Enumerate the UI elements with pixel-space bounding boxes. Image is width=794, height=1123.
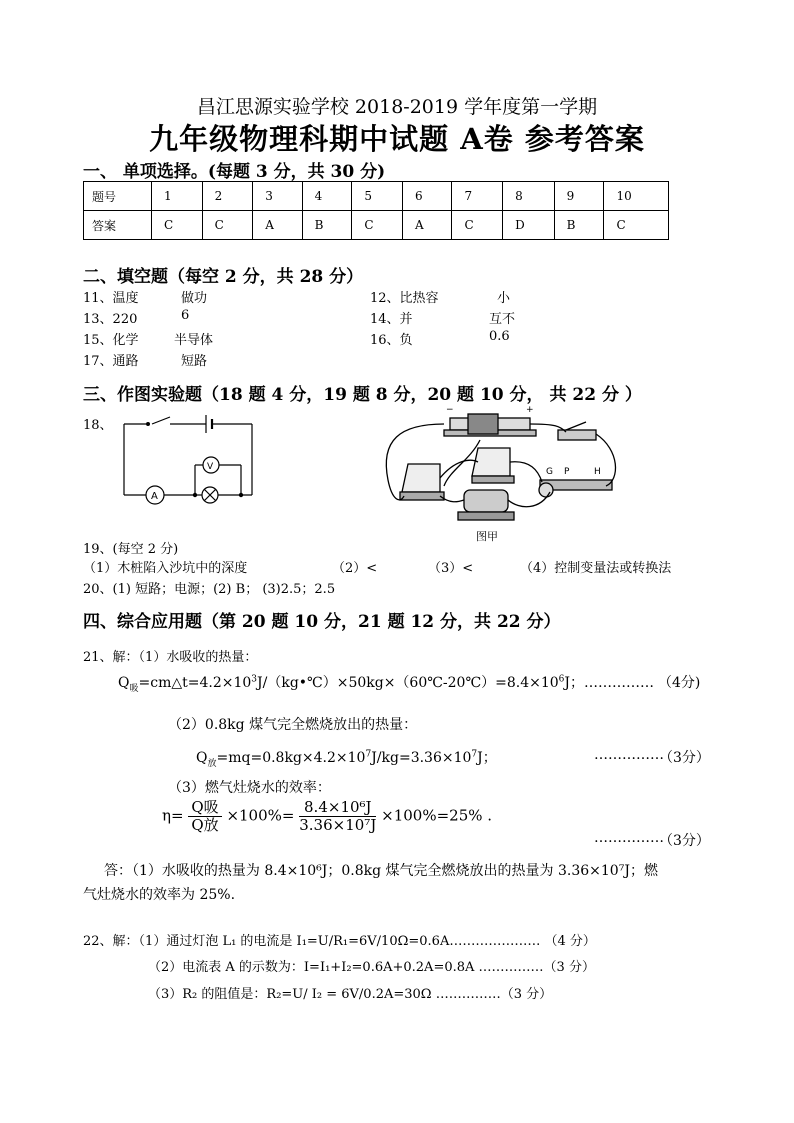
q21-step-2 xyxy=(196,747,497,769)
table-row xyxy=(84,182,669,211)
table-cell: B xyxy=(302,211,352,240)
q21-step-1 xyxy=(118,672,654,694)
q21-part-2: （2）0.8kg 煤气完全燃烧放出的热量： xyxy=(168,717,418,733)
fraction-denominator: Q放 xyxy=(191,816,219,834)
superscript: 7 xyxy=(365,749,372,760)
fill-item-answer: 小 xyxy=(497,291,511,306)
fill-item-num: 15、化学 xyxy=(83,333,139,348)
q21-dots-2: …………… xyxy=(594,747,664,763)
formula-text: J/（kg•℃）×50kg×（60℃-20℃）=8.4×10 xyxy=(257,675,559,691)
table-cell: 4 xyxy=(302,182,352,211)
apparatus-figure xyxy=(380,400,630,545)
formula-text: J/kg=3.36×10 xyxy=(371,750,472,766)
table-cell: A xyxy=(403,211,452,240)
table-cell: 1 xyxy=(152,182,203,211)
table-cell: 9 xyxy=(554,182,604,211)
question-21-head: 21、解：（1）水吸收的热量： xyxy=(83,650,258,665)
terminal-minus: − xyxy=(446,405,454,415)
rheostat-wheel xyxy=(539,483,553,497)
fill-item-num: 12、比热容 xyxy=(370,291,439,306)
fraction-numerator: Q吸 xyxy=(188,799,221,817)
fill-item-num: 16、负 xyxy=(370,333,413,348)
q19-answer-3: （3）< xyxy=(428,561,474,576)
answer-table xyxy=(83,181,669,240)
q21-dots-3: …………… xyxy=(594,830,664,846)
fill-item-num: 13、220 xyxy=(83,312,138,327)
formula-text: ×100%=25% . xyxy=(381,806,493,825)
formula-text: =cm△t=4.2×10 xyxy=(138,675,252,691)
resistor-base xyxy=(458,512,514,520)
fill-item-num: 14、并 xyxy=(370,312,413,327)
q21-answer-line-1: 答：（1）水吸收的热量为 8.4×10⁶J；0.8kg 煤气完全燃烧放出的热量为 3.36×10⁷J；燃 xyxy=(104,863,658,879)
terminal-g: G xyxy=(546,467,553,477)
subscript: 放 xyxy=(207,758,217,769)
ammeter-label: A xyxy=(151,491,158,502)
table-cell: D xyxy=(503,211,555,240)
fraction-values xyxy=(299,799,376,834)
symbol-q: Q xyxy=(118,675,130,691)
formula-text: J； xyxy=(477,750,497,766)
q22-part-3: （3）R₂ 的阻值是：R₂=U/ I₂ = 6V/0.2A=30Ω ……………（3 分） xyxy=(148,987,553,1002)
switch-lever xyxy=(566,422,586,430)
question-19-head: 19、(每空 2 分) xyxy=(83,542,179,557)
wire xyxy=(596,434,615,486)
fill-item-answer: 0.6 xyxy=(489,329,510,344)
question-20: 20、(1) 短路；电源；(2) B； (3)2.5；2.5 xyxy=(83,582,336,597)
superscript: 3 xyxy=(251,674,258,685)
table-cell: 10 xyxy=(604,182,669,211)
fill-item-answer: 互不 xyxy=(489,312,516,327)
fill-item-num: 11、温度 xyxy=(83,291,139,306)
table-cell: 6 xyxy=(403,182,452,211)
table-cell: C xyxy=(202,211,253,240)
fill-item-num: 17、通路 xyxy=(83,354,139,369)
fill-item-answer: 做功 xyxy=(181,291,208,306)
terminal-p: P xyxy=(564,467,570,477)
fraction-denominator: 3.36×10⁷J xyxy=(299,816,377,834)
circuit-diagram xyxy=(118,410,258,510)
resistor-device xyxy=(464,490,508,512)
fill-item-answer: 半导体 xyxy=(174,333,214,348)
switch-apparatus xyxy=(558,430,596,440)
efficiency-formula xyxy=(162,799,492,834)
voltmeter-device xyxy=(402,464,440,492)
table-cell: 答案 xyxy=(84,211,152,240)
table-cell: 题号 xyxy=(84,182,152,211)
q19-answer-1: （1）木桩陷入沙坑中的深度 xyxy=(83,561,248,576)
table-cell: C xyxy=(452,211,503,240)
eta-symbol: η= xyxy=(162,806,184,825)
table-cell: B xyxy=(554,211,604,240)
switch-contact xyxy=(146,422,150,426)
q21-part-3: （3）燃气灶烧水的效率： xyxy=(168,780,331,796)
fraction-numerator: 8.4×10⁶J xyxy=(299,799,376,817)
q19-answer-2: （2）< xyxy=(332,561,378,576)
table-cell: 5 xyxy=(352,182,403,211)
wire xyxy=(510,462,542,482)
school-title: 昌江思源实验学校 2018-2019 学年度第一学期 xyxy=(196,96,598,118)
table-cell: 2 xyxy=(202,182,253,211)
rheostat-coil xyxy=(468,414,498,434)
table-cell: 8 xyxy=(503,182,555,211)
fraction-q xyxy=(188,799,221,834)
symbol-q: Q xyxy=(196,750,208,766)
section-3-title: 三、作图实验题（18 题 4 分，19 题 8 分，20 题 10 分， 共 22 分 ） xyxy=(83,385,642,405)
superscript: 7 xyxy=(471,749,478,760)
q19-answer-4: （4）控制变量法或转换法 xyxy=(520,561,672,576)
voltmeter-label: V xyxy=(207,462,214,472)
table-cell: 3 xyxy=(253,182,302,211)
fill-item-answer: 6 xyxy=(181,308,190,323)
ammeter-base xyxy=(472,476,514,483)
q21-score-2: （3分） xyxy=(659,750,710,766)
table-cell: C xyxy=(152,211,203,240)
table-cell: 7 xyxy=(452,182,503,211)
table-cell: C xyxy=(604,211,669,240)
section-1-title: 一、 单项选择。(每题 3 分，共 30 分) xyxy=(83,162,386,182)
superscript: 6 xyxy=(558,674,565,685)
question-22-head: 22、解：（1）通过灯泡 L₁ 的电流是 I₁=U/R₁=6V/10Ω=0.6A………………… （4 分） xyxy=(83,934,596,949)
voltmeter-base xyxy=(400,492,444,500)
table-cell: C xyxy=(352,211,403,240)
terminal-h: H xyxy=(594,467,601,477)
q21-score-1: （4分) xyxy=(658,675,701,691)
section-4-title: 四、综合应用题（第 20 题 10 分，21 题 12 分，共 22 分） xyxy=(83,612,561,632)
fill-item-answer: 短路 xyxy=(181,354,208,369)
question-18-label: 18、 xyxy=(83,418,113,433)
section-2-title: 二、填空题（每空 2 分，共 28 分） xyxy=(83,267,364,287)
junction-dot xyxy=(193,493,197,497)
terminal-plus: + xyxy=(526,405,534,415)
formula-text: J；…………… xyxy=(564,675,655,691)
table-cell: A xyxy=(253,211,302,240)
q21-score-3: （3分） xyxy=(659,833,710,849)
q22-part-2: （2）电流表 A 的示数为：I=I₁+I₂=0.6A+0.2A=0.8A ……………（3 分） xyxy=(148,960,595,975)
formula-text: ×100%= xyxy=(226,806,295,825)
figure-caption: 图甲 xyxy=(476,530,498,543)
formula-text: =mq=0.8kg×4.2×10 xyxy=(216,750,366,766)
exam-title: 九年级物理科期中试题 A卷 参考答案 xyxy=(149,122,645,156)
junction-dot xyxy=(239,493,243,497)
subscript: 吸 xyxy=(129,683,139,694)
q21-answer-line-2: 气灶烧水的效率为 25%. xyxy=(83,887,236,903)
table-row xyxy=(84,211,669,240)
switch xyxy=(152,417,170,424)
